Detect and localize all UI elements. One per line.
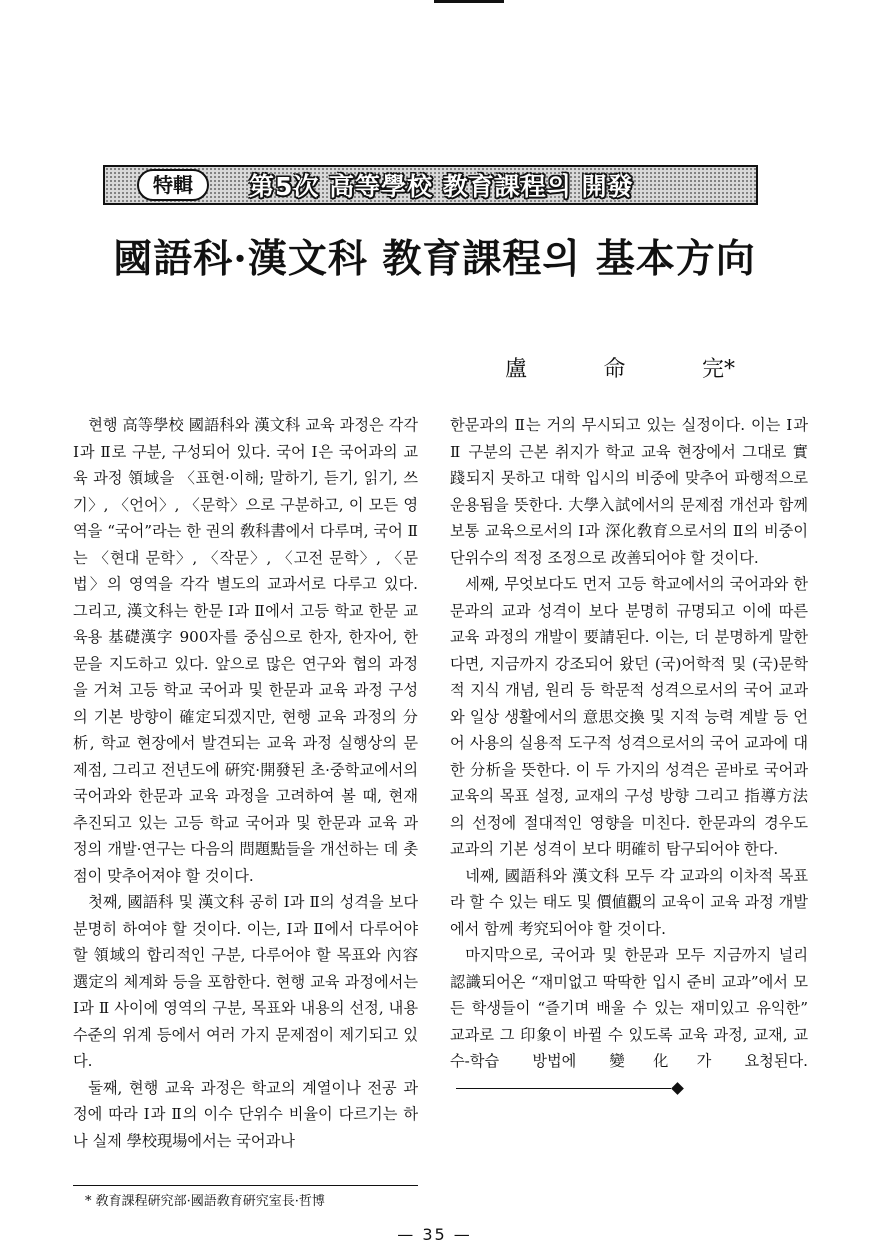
special-feature-banner xyxy=(103,165,758,205)
paragraph: 현행 高等學校 國語科와 漢文科 교육 과정은 각각 Ⅰ과 Ⅱ로 구분, 구성되어 있다. 국어 Ⅰ은 국어과의 교육 과정 領域을 〈표현·이해; 말하기, 듣기, 읽기, 쓰기〉, 〈언어〉, 〈문학〉으로 구분하고, 이 모든 영역을 “국어”라는 한 권의 敎科書에서 다루며, 국어 Ⅱ는 〈현대 문학〉, 〈작문〉, 〈고전 문학〉, 〈문법〉의 영역을 각각 별도의 교과서로 다루고 있다. 그리고, 漢文科는 한문 Ⅰ과 Ⅱ에서 고등 학교 한문 교육용 基礎漢字 900자를 중심으로 한자, 한자어, 한문을 지도하고 있다. 앞으로 많은 연구와 협의 과정을 거쳐 고등 학교 국어과 및 한문과 교육 과정 구성의 기본 방향이 確定되겠지만, 현행 교육 과정의 分析, 학교 현장에서 발견되는 교육 과정 실행상의 문제점, 그리고 전년도에 硏究·開發된 초·중학교에서의 국어과와 한문과 교육 과정을 고려하여 볼 때, 현재 추진되고 있는 고등 학교 국어과 및 한문과 교육 과정의 개발·연구는 다음의 問題點들을 개선하는 데 촛점이 맞추어져야 할 것이다. xyxy=(73,416,418,885)
paragraph-text: 마지막으로, 국어과 및 한문과 모두 지금까지 널리 認識되어온 “재미없고 딱딱한 입시 준비 교과”에서 모든 학생들이 “즐기며 배울 수 있는 재미있고 유익한” 교과로 그 印象이 바뀔 수 있도록 교육 과정, 교재, 교수-학습 방법에 變化가 요청된다. xyxy=(450,946,808,1070)
author-name xyxy=(505,352,735,383)
paragraph-last xyxy=(450,942,808,1101)
footnote: * 敎育課程硏究部·國語敎育硏究室長·哲博 xyxy=(85,1194,325,1209)
author-char: 完* xyxy=(701,357,735,382)
paragraph: 첫째, 國語科 및 漢文科 공히 Ⅰ과 Ⅱ의 성격을 보다 분명히 하여야 할 것이다. 이는, Ⅰ과 Ⅱ에서 다루어야 할 領域의 합리적인 구분, 다루어야 할 목표와 內容選定의 체계화 등을 포함한다. 현행 교육 과정에서는 Ⅰ과 Ⅱ 사이에 영역의 구분, 목표와 내용의 선정, 내용 수준의 위계 등에서 여러 가지 문제점이 제기되고 있다. xyxy=(73,893,419,1070)
paragraph: 세째, 무엇보다도 먼저 고등 학교에서의 국어과와 한문과의 교과 성격이 보다 분명히 규명되고 이에 따른 교육 과정의 개발이 要請된다. 이는, 더 분명하게 말한다면, 지금까지 강조되어 왔던 (국)어학적 및 (국)문학적 지식 개념, 원리 등 학문적 성격으로서의 국어 교과와 일상 생활에서의 意思交換 및 지적 능력 계발 등 언어 사용의 실용적 도구적 성격으로서의 국어 교과에 대한 分析을 뜻한다. 이 두 가지의 성격은 곧바로 국어과 교육의 목표 설정, 교재의 구성 방향 그리고 指導方法의 선정에 절대적인 영향을 미친다. 한문과의 경우도 교과의 기본 성격이 보다 明確히 탐구되어야 한다. xyxy=(450,575,808,858)
end-line xyxy=(456,1088,671,1090)
author-char: 命 xyxy=(603,357,626,382)
paragraph: 한문과의 Ⅱ는 거의 무시되고 있는 실정이다. 이는 Ⅰ과 Ⅱ 구분의 근본 취지가 학교 교육 현장에서 그대로 實踐되지 못하고 대학 입시의 비중에 맞추어 파행적으로 운용됨을 뜻한다. 大學入試에서의 문제점 개선과 함께 보통 교육으로서의 Ⅰ과 深化敎育으로서의 Ⅱ의 비중이 단위수의 적정 조정으로 改善되어야 할 것이다. xyxy=(450,416,808,567)
left-column xyxy=(73,412,418,1154)
paragraph: 둘째, 현행 교육 과정은 학교의 계열이나 전공 과정에 따라 Ⅰ과 Ⅱ의 이수 단위수 비율이 다르기는 하나 실제 學校現場에서는 국어과나 xyxy=(73,1078,418,1150)
end-diamond-icon xyxy=(671,1082,684,1095)
page-number: — 35 — xyxy=(397,1225,472,1244)
author-char: 盧 xyxy=(505,357,528,382)
paragraph: 네째, 國語科와 漢文科 모두 각 교과의 이차적 목표라 할 수 있는 태도 및 價値觀의 교육이 교육 과정 개발에서 함께 考究되어야 할 것이다. xyxy=(450,866,808,938)
article-title: 國語科·漢文科 教育課程의 基本方向 xyxy=(113,236,756,282)
top-rule xyxy=(434,0,504,3)
feature-tag: 特輯 xyxy=(137,169,209,201)
end-mark xyxy=(450,1084,682,1093)
footnote-rule xyxy=(73,1185,418,1186)
right-column xyxy=(450,412,808,1101)
banner-title: 第5次 高等學校 教育課程의 開發 xyxy=(249,172,634,201)
